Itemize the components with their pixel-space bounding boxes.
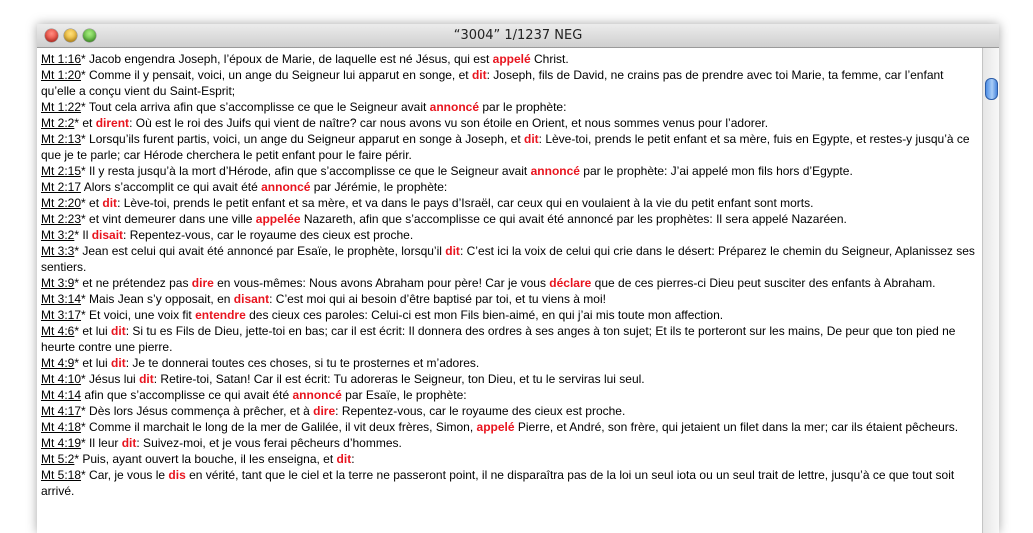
verse-text: * et vint demeurer dans une ville (81, 212, 256, 226)
highlighted-word: disant (233, 292, 270, 306)
verse-list[interactable] (37, 48, 983, 533)
verse-text: en vérité, tant que le ciel et la terre ne passeront point, il ne disparaîtra pas de la loi un seul iota ou un seul trait de lettre, jusqu’à ce que tout soit arrivé. (41, 468, 955, 498)
verse-text: * Lorsqu’ils furent partis, voici, un ange du Seigneur apparut en songe à Joseph, et (81, 132, 524, 146)
verse-text: * Comme il y pensait, voici, un ange du Seigneur lui apparut en songe, et (81, 68, 472, 82)
verse-text: * Jésus lui (81, 372, 140, 386)
verse-text: par le prophète: (479, 100, 567, 114)
verse-row (41, 195, 979, 211)
highlighted-word: dis (168, 468, 186, 482)
highlighted-word: appelée (255, 212, 301, 226)
verse-text: * et lui (74, 356, 112, 370)
verse-text: afin que s’accomplisse ce qui avait été (81, 388, 293, 402)
verse-text: que de ces pierres-ci Dieu peut susciter des enfants à Abraham. (591, 276, 936, 290)
verse-reference-link[interactable]: Mt 4:10 (41, 372, 82, 386)
verse-reference-link[interactable]: Mt 5:2 (41, 452, 75, 466)
verse-text: * Mais Jean s’y opposait, en (81, 292, 234, 306)
window-controls (45, 29, 96, 42)
verse-reference-link[interactable]: Mt 2:17 (41, 180, 82, 194)
verse-text: : C’est moi qui ai besoin d’être baptisé par toi, et tu viens à moi! (269, 292, 606, 306)
verse-text: Pierre, et André, son frère, qui jetaient un filet dans la mer; car ils étaient pêcheurs. (514, 420, 959, 434)
highlighted-word: annoncé (530, 164, 580, 178)
verse-row (41, 387, 979, 403)
verse-row (41, 323, 979, 355)
highlighted-word: dit (111, 324, 126, 338)
verse-row (41, 131, 979, 163)
verse-text: : Où est le roi des Juifs qui vient de naître? car nous avons vu son étoile en Orient, et nous sommes venus pour l’adorer. (129, 116, 769, 130)
verse-row (41, 227, 979, 243)
verse-row (41, 243, 979, 275)
verse-reference-link[interactable]: Mt 3:14 (41, 292, 82, 306)
verse-reference-link[interactable]: Mt 2:15 (41, 164, 82, 178)
verse-reference-link[interactable]: Mt 3:17 (41, 308, 82, 322)
verse-row (41, 419, 979, 435)
verse-text: : Retire-toi, Satan! Car il est écrit: Tu adoreras le Seigneur, ton Dieu, et tu le serviras lui seul. (153, 372, 645, 386)
verse-reference-link[interactable]: Mt 4:18 (41, 420, 82, 434)
minimize-button[interactable] (64, 29, 77, 42)
verse-text: : Lève-toi, prends le petit enfant et sa mère, et va dans le pays d’Israël, car ceux qui en voulaient à la vie du petit enfant sont morts. (117, 196, 814, 210)
verse-row (41, 115, 979, 131)
verse-text: : C’est ici la voix de celui qui crie dans le désert: Préparez le chemin du Seigneur, Aplanissez ses sentiers. (41, 244, 975, 274)
verse-text: : Repentez-vous, car le royaume des cieux est proche. (335, 404, 626, 418)
verse-text: * Jacob engendra Joseph, l’époux de Marie, de laquelle est né Jésus, qui est (81, 52, 493, 66)
verse-reference-link[interactable]: Mt 4:6 (41, 324, 75, 338)
window-title: “3004” 1/1237 NEG (453, 28, 583, 43)
verse-reference-link[interactable]: Mt 2:20 (41, 196, 82, 210)
verse-text: en vous-mêmes: Nous avons Abraham pour père! Car je vous (213, 276, 550, 290)
verse-row (41, 291, 979, 307)
verse-text: * Jean est celui qui avait été annoncé par Esaïe, le prophète, lorsqu’il (74, 244, 446, 258)
verse-text: * et (81, 196, 103, 210)
verse-text: : Repentez-vous, car le royaume des cieux est proche. (123, 228, 414, 242)
verse-text: * Il (74, 228, 92, 242)
highlighted-word: dire (191, 276, 214, 290)
verse-row (41, 451, 979, 467)
highlighted-word: dit (111, 356, 126, 370)
verse-text: * et (74, 116, 96, 130)
verse-row (41, 51, 979, 67)
verse-reference-link[interactable]: Mt 3:3 (41, 244, 75, 258)
verse-text: par Esaïe, le prophète: (341, 388, 467, 402)
title-bar[interactable] (37, 24, 999, 48)
verse-text: par le prophète: J’ai appelé mon fils hors d’Egypte. (579, 164, 853, 178)
verse-reference-link[interactable]: Mt 4:17 (41, 404, 82, 418)
verse-reference-link[interactable]: Mt 5:18 (41, 468, 82, 482)
verse-text: * Il y resta jusqu’à la mort d’Hérode, afin que s’accomplisse ce que le Seigneur avait (81, 164, 531, 178)
verse-row (41, 403, 979, 419)
verse-text: * et ne prétendez pas (74, 276, 192, 290)
verse-row (41, 275, 979, 291)
verse-text: Christ. (530, 52, 569, 66)
highlighted-word: annoncé (429, 100, 480, 114)
highlighted-word: entendre (195, 308, 246, 322)
verse-row (41, 163, 979, 179)
verse-reference-link[interactable]: Mt 2:23 (41, 212, 82, 226)
verse-text: * Dès lors Jésus commença à prêcher, et à (81, 404, 314, 418)
verse-row (41, 307, 979, 323)
verse-row (41, 435, 979, 451)
verse-text: * Il leur (81, 436, 122, 450)
highlighted-word: dirent (95, 116, 130, 130)
verse-row (41, 179, 979, 195)
highlighted-word: déclare (549, 276, 592, 290)
highlighted-word: appelé (476, 420, 515, 434)
verse-text: des cieux ces paroles: Celui-ci est mon Fils bien-aimé, en qui j’ai mis toute mon affection. (245, 308, 724, 322)
highlighted-word: dit (102, 196, 118, 210)
verse-text: * Tout cela arriva afin que s’accomplisse ce que le Seigneur avait (81, 100, 430, 114)
highlighted-word: annoncé (261, 180, 311, 194)
verse-row (41, 67, 979, 99)
highlighted-word: appelé (492, 52, 531, 66)
verse-text: : Si tu es Fils de Dieu, jette-toi en bas; car il est écrit: Il donnera des ordres à ses anges à ton sujet; Et ils te porteront sur les mains, De peur que ton pied ne heurte contre une pierre. (41, 324, 956, 354)
vertical-scrollbar[interactable] (982, 48, 999, 533)
verse-row (41, 99, 979, 115)
verse-text: par Jérémie, le prophète: (310, 180, 448, 194)
verse-row (41, 355, 979, 371)
search-results-window (37, 24, 999, 533)
highlighted-word: annoncé (292, 388, 342, 402)
verse-text: * Comme il marchait le long de la mer de Galilée, il vit deux frères, Simon, (81, 420, 477, 434)
verse-reference-link[interactable]: Mt 3:2 (41, 228, 75, 242)
highlighted-word: dire (313, 404, 336, 418)
verse-reference-link[interactable]: Mt 4:9 (41, 356, 75, 370)
verse-text: : (351, 452, 355, 466)
verse-text: * Car, je vous le (81, 468, 169, 482)
verse-text: : Joseph, fils de David, ne crains pas de prendre avec toi Marie, ta femme, car l’enfant qu’elle a conçu vient du Saint-Esprit; (41, 68, 944, 98)
verse-text: * et lui (74, 324, 112, 338)
highlighted-word: dit (336, 452, 352, 466)
verse-text: : Suivez-moi, et je vous ferai pêcheurs d’hommes. (136, 436, 402, 450)
highlighted-word: disait (91, 228, 124, 242)
verse-reference-link[interactable]: Mt 4:19 (41, 436, 82, 450)
verse-reference-link[interactable]: Mt 2:2 (41, 116, 75, 130)
verse-reference-link[interactable]: Mt 2:13 (41, 132, 82, 146)
verse-reference-link[interactable]: Mt 3:9 (41, 276, 75, 290)
verse-text: : Lève-toi, prends le petit enfant et sa mère, fuis en Egypte, et restes-y jusqu’à ce que je te parle; car Hérode cherchera le petit enfant pour le faire périr. (41, 132, 970, 162)
verse-row (41, 211, 979, 227)
highlighted-word: dit (139, 372, 154, 386)
verse-reference-link[interactable]: Mt 1:22 (41, 100, 82, 114)
verse-text: Nazareth, afin que s’accomplisse ce qui avait été annoncé par les prophètes: Il sera appelé Nazaréen. (300, 212, 847, 226)
verse-text: : Je te donnerai toutes ces choses, si tu te prosternes et m’adores. (125, 356, 480, 370)
verse-row (41, 371, 979, 387)
verse-reference-link[interactable]: Mt 1:20 (41, 68, 82, 82)
verse-text: Alors s’accomplit ce qui avait été (81, 180, 262, 194)
highlighted-word: dit (121, 436, 137, 450)
highlighted-word: dit (445, 244, 460, 258)
scrollbar-thumb[interactable] (985, 78, 998, 100)
close-button[interactable] (45, 29, 58, 42)
verse-row (41, 467, 979, 499)
verse-text: * Puis, ayant ouvert la bouche, il les enseigna, et (74, 452, 337, 466)
highlighted-word: dit (523, 132, 539, 146)
highlighted-word: dit (471, 68, 487, 82)
zoom-button[interactable] (83, 29, 96, 42)
verse-reference-link[interactable]: Mt 4:14 (41, 388, 82, 402)
verse-text: * Et voici, une voix fit (81, 308, 196, 322)
verse-reference-link[interactable]: Mt 1:16 (41, 52, 82, 66)
